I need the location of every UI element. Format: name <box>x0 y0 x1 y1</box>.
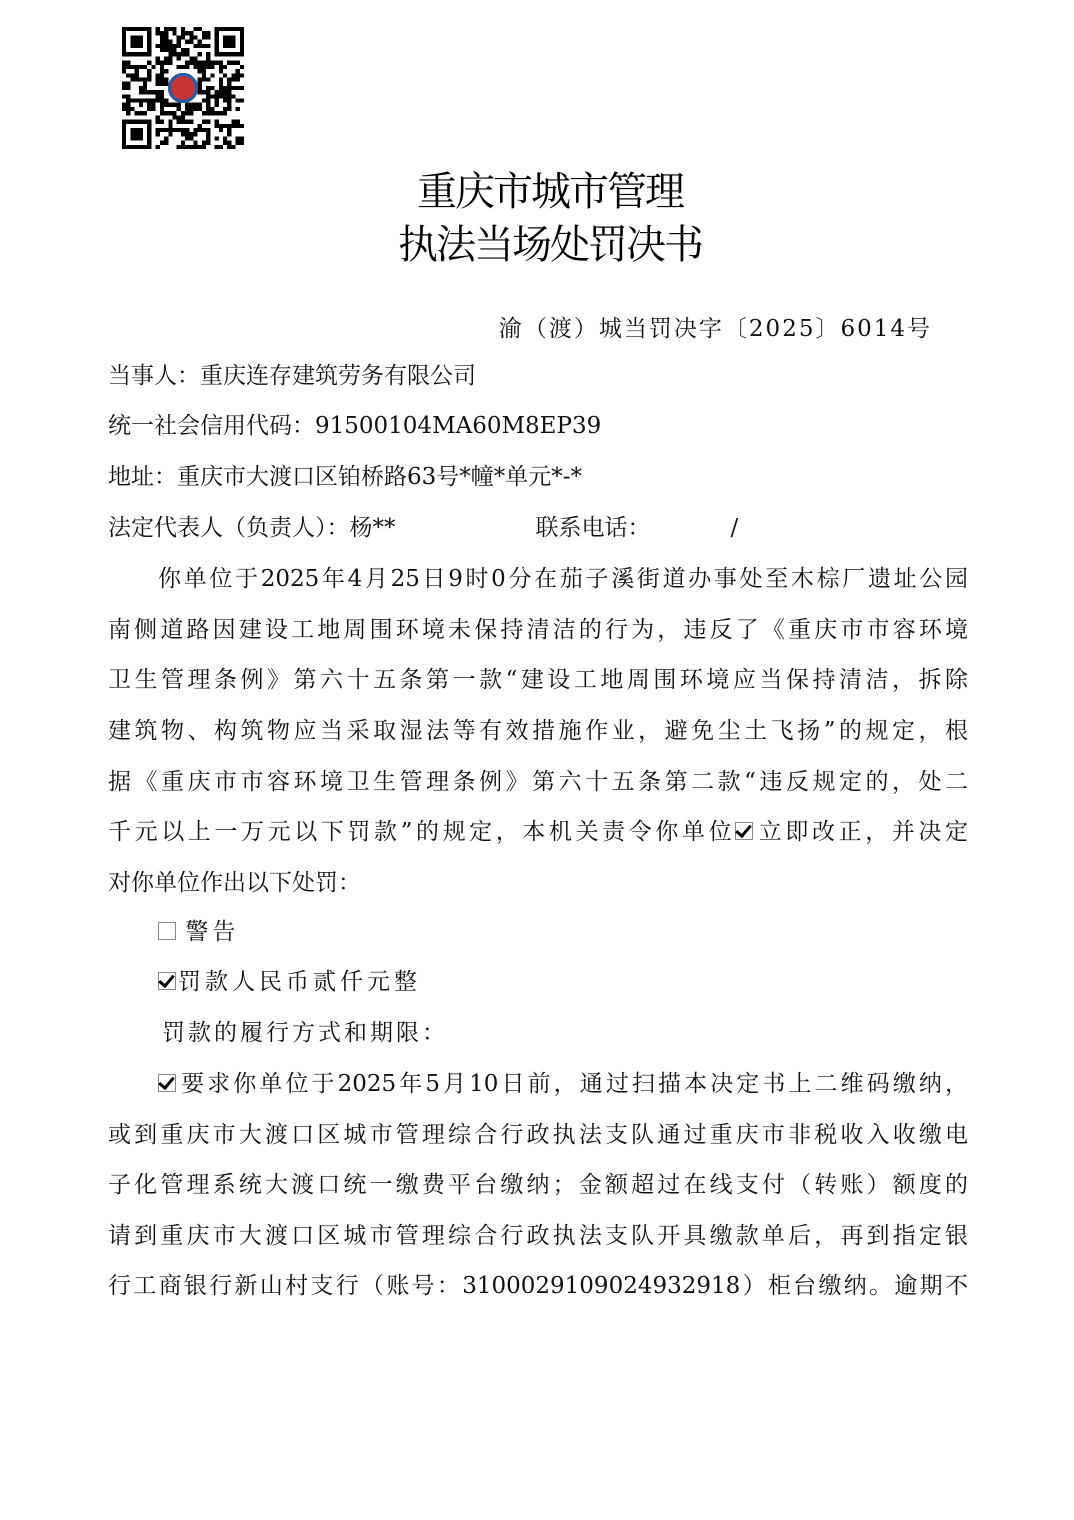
credit-code-row <box>108 410 968 442</box>
address-label: 地址： <box>108 464 177 490</box>
payment-line: 或到重庆市大渡口区城市管理综合行政执法支队通过重庆市非税收入收缴电 <box>108 1122 968 1148</box>
rep-name: 杨** <box>349 515 396 541</box>
emblem-icon <box>170 75 197 102</box>
credit-code: 91500104MA60M8EP39 <box>315 413 602 439</box>
method-label: 罚款的履行方式和期限： <box>162 1020 448 1046</box>
payment-line <box>108 1068 968 1100</box>
body-text: 千元以上一万元以下罚款”的规定，本机关责令你单位 <box>108 819 736 845</box>
address-row <box>108 461 968 493</box>
payment-line: 请到重庆市大渡口区城市管理综合行政执法支队开具缴款单后，再到指定银 <box>108 1223 968 1249</box>
warning-option <box>108 916 968 948</box>
payment-checkbox[interactable] <box>158 1074 176 1092</box>
fine-checkbox[interactable] <box>158 972 176 990</box>
body-line: 卫生管理条例》第六十五条第一款“建设工地周围环境应当保持清洁，拆除 <box>108 667 968 693</box>
fine-label: 罚款人民币贰仟元整 <box>178 969 421 995</box>
warning-checkbox[interactable] <box>158 922 176 940</box>
party-name-label: 当事人： <box>108 363 200 389</box>
phone: / <box>730 515 739 541</box>
phone-label: 联系电话： <box>535 515 651 541</box>
body-line <box>108 816 968 848</box>
warning-label: 警告 <box>185 919 240 945</box>
party-name-row <box>108 360 968 392</box>
body-line: 南侧道路因建设工地周围环境未保持清洁的行为，违反了《重庆市市容环境 <box>108 617 968 643</box>
party-name: 重庆连存建筑劳务有限公司 <box>200 363 476 389</box>
correct-immediately-checkbox[interactable] <box>735 822 753 840</box>
body-line: 据《重庆市市容环境卫生管理条例》第六十五条第二款“违反规定的，处二 <box>108 769 968 795</box>
payment-line: 行工商银行新山村支行（账号：310002910902493291​8）柜台缴纳。逾期不 <box>108 1273 968 1299</box>
representative-row <box>108 512 968 544</box>
fine-option <box>108 966 968 998</box>
address: 重庆市大渡口区铂桥路63号*幢*单元*-* <box>177 464 583 490</box>
body-line: 对你单位作出以下处罚： <box>108 870 361 896</box>
rep-label: 法定代表人（负责人）： <box>108 515 350 541</box>
body-line: 建筑物、构筑物应当采取湿法等有效措施作业，避免尘土飞扬”的规定，根 <box>108 718 968 744</box>
credit-code-label: 统一社会信用代码： <box>108 413 315 439</box>
body-line: 你单位于2025年4月25日9时0分在茄子溪街道办事处至木棕厂遗址公园 <box>158 566 968 592</box>
payment-line: 子化管理系统大渡口统一缴费平台缴纳；金额超过在线支付（转账）额度的 <box>108 1172 968 1198</box>
document-number: 渝（渡）城当罚决字〔2025〕6014号 <box>498 316 932 342</box>
body-text: 立即改正，并决定 <box>755 819 968 845</box>
document-title-line2: 执法当场处罚决书 <box>398 222 702 268</box>
payment-text: 要求你单位于2025年5月10日前，通过扫描本决定书上二维码缴纳， <box>178 1071 968 1097</box>
document-title-line1: 重庆市城市管理 <box>417 169 683 215</box>
qr-code <box>122 27 244 149</box>
